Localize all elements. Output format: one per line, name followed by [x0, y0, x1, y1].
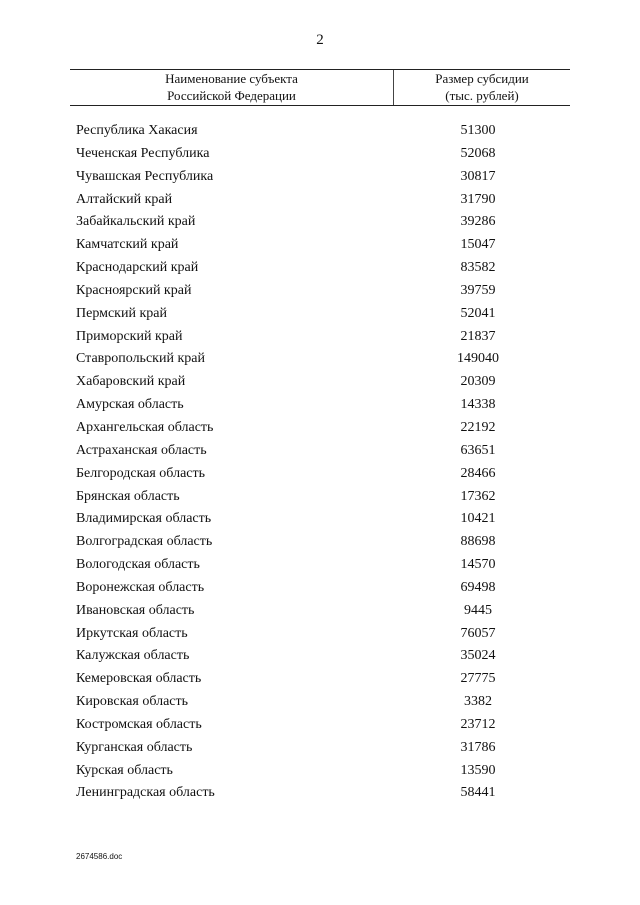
- subject-name-cell: Алтайский край: [76, 191, 173, 207]
- subsidy-amount-cell: 83582: [460, 260, 496, 276]
- subject-name-cell: Камчатский край: [76, 237, 179, 253]
- subsidy-amount-cell: 9445: [464, 602, 492, 618]
- subsidy-amount-cell: 21837: [460, 328, 496, 344]
- column-header-subject-line-2: Российской Федерации: [167, 88, 296, 103]
- table-row: [0, 486, 640, 509]
- subject-name-cell: Ивановская область: [76, 602, 195, 618]
- table-row: [0, 760, 640, 783]
- subject-name-cell: Архангельская область: [76, 419, 214, 435]
- table-row: [0, 600, 640, 623]
- subject-name-cell: Чеченская Республика: [76, 145, 210, 161]
- table-row: [0, 120, 640, 143]
- table-row: [0, 440, 640, 463]
- table-row: [0, 782, 640, 805]
- subject-name-cell: Костромская область: [76, 716, 202, 732]
- subject-name-cell: Калужская область: [76, 648, 190, 664]
- column-header-subsidy-line-2: (тыс. рублей): [445, 88, 519, 103]
- table-row: [0, 143, 640, 166]
- subject-name-cell: Приморский край: [76, 328, 183, 344]
- table-row: [0, 417, 640, 440]
- subsidy-amount-cell: 13590: [460, 762, 496, 778]
- table-row: [0, 645, 640, 668]
- subject-name-cell: Волгоградская область: [76, 534, 213, 550]
- table-row: [0, 394, 640, 417]
- table-row: [0, 234, 640, 257]
- subject-name-cell: Краснодарский край: [76, 260, 199, 276]
- subsidy-amount-cell: 28466: [460, 465, 496, 481]
- subject-name-cell: Кемеровская область: [76, 671, 202, 687]
- table-row: [0, 623, 640, 646]
- subject-name-cell: Белгородская область: [76, 465, 206, 481]
- table-row: [0, 280, 640, 303]
- subsidy-amount-cell: 52041: [460, 305, 496, 321]
- subject-name-cell: Курганская область: [76, 739, 193, 755]
- subsidy-amount-cell: 14338: [460, 397, 496, 413]
- subject-name-cell: Амурская область: [76, 397, 184, 413]
- subsidy-amount-cell: 88698: [460, 534, 496, 550]
- subject-name-cell: Республика Хакасия: [76, 123, 198, 138]
- subject-name-cell: Чувашская Республика: [76, 168, 214, 184]
- subject-name-cell: Хабаровский край: [76, 374, 186, 390]
- table-row: [0, 737, 640, 760]
- subject-name-cell: Владимирская область: [76, 511, 212, 527]
- subsidy-amount-cell: 22192: [460, 419, 496, 435]
- subsidy-amount-cell: 3382: [464, 694, 492, 710]
- column-header-subject: [70, 70, 393, 104]
- subject-name-cell: Воронежская область: [76, 579, 205, 595]
- subject-name-cell: Забайкальский край: [76, 214, 196, 230]
- subsidy-amount-cell: 17362: [460, 488, 496, 504]
- table-body: [0, 120, 640, 805]
- subject-name-cell: Иркутская область: [76, 625, 188, 641]
- subsidy-amount-cell: 31786: [460, 739, 496, 755]
- subsidy-amount-cell: 58441: [460, 785, 496, 801]
- column-header-subject-line-1: Наименование субъекта: [165, 71, 298, 86]
- table-row: [0, 303, 640, 326]
- subsidy-amount-cell: 76057: [460, 625, 496, 641]
- subject-name-cell: Брянская область: [76, 488, 180, 504]
- subsidy-amount-cell: 15047: [460, 237, 496, 253]
- subsidy-amount-cell: 20309: [460, 374, 496, 390]
- table-row: [0, 348, 640, 371]
- table-header: [70, 69, 570, 106]
- column-header-subsidy-line-1: Размер субсидии: [435, 71, 529, 86]
- table-row: [0, 463, 640, 486]
- table-row: [0, 189, 640, 212]
- file-name-footer: 2674586.doc: [76, 852, 123, 861]
- table-row: [0, 371, 640, 394]
- subsidy-amount-cell: 30817: [460, 168, 496, 184]
- subsidy-amount-cell: 31790: [460, 191, 496, 207]
- subject-name-cell: Курская область: [76, 762, 173, 778]
- column-header-subsidy: [394, 70, 570, 104]
- subsidy-amount-cell: 63651: [460, 442, 496, 458]
- table-row: [0, 577, 640, 600]
- table-row: [0, 714, 640, 737]
- subject-name-cell: Красноярский край: [76, 282, 192, 298]
- subsidy-amount-cell: 39759: [460, 282, 496, 298]
- table-row: [0, 668, 640, 691]
- subsidy-amount-cell: 35024: [460, 648, 496, 664]
- table-row: [0, 166, 640, 189]
- table-row: [0, 554, 640, 577]
- subsidy-amount-cell: 149040: [457, 351, 499, 367]
- subject-name-cell: Вологодская область: [76, 557, 200, 573]
- subject-name-cell: Ленинградская область: [76, 785, 215, 801]
- subsidy-amount-cell: 39286: [460, 214, 496, 230]
- subsidy-amount-cell: 14570: [460, 557, 496, 573]
- subsidy-amount-cell: 27775: [460, 671, 496, 687]
- subject-name-cell: Ставропольский край: [76, 351, 205, 367]
- table-row: [0, 211, 640, 234]
- subsidy-amount-cell: 52068: [460, 145, 496, 161]
- subsidy-amount-cell: 51300: [460, 123, 496, 138]
- table-row: [0, 257, 640, 280]
- table-row: [0, 508, 640, 531]
- subsidy-amount-cell: 10421: [460, 511, 496, 527]
- subject-name-cell: Кировская область: [76, 694, 189, 710]
- subject-name-cell: Астраханская область: [76, 442, 207, 458]
- subject-name-cell: Пермский край: [76, 305, 167, 321]
- subsidy-amount-cell: 23712: [460, 716, 496, 732]
- page-number: 2: [316, 32, 324, 48]
- subsidy-amount-cell: 69498: [460, 579, 496, 595]
- table-row: [0, 691, 640, 714]
- table-row: [0, 326, 640, 349]
- table-row: [0, 531, 640, 554]
